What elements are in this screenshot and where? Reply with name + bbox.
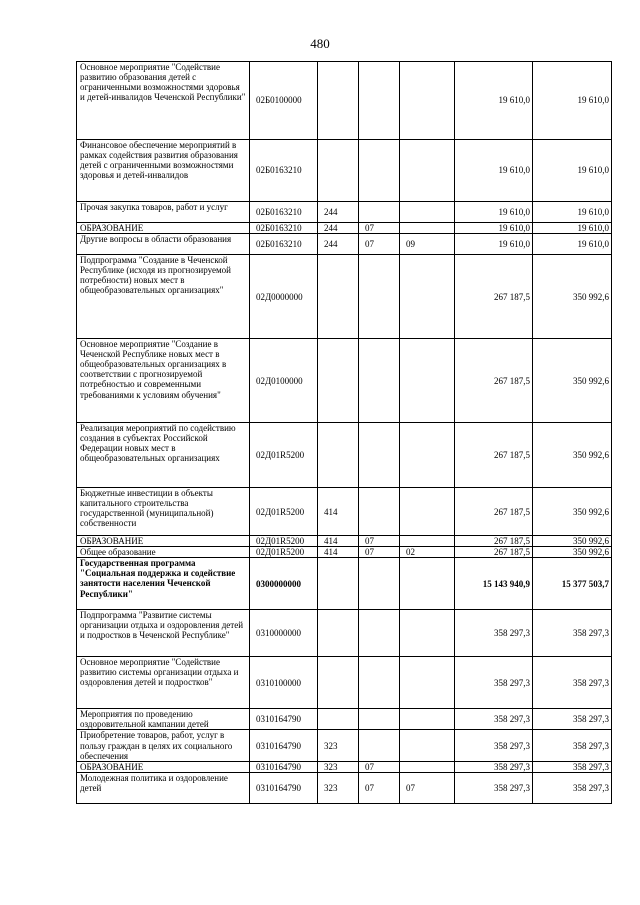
expense-type-cell xyxy=(318,140,359,202)
table-row xyxy=(77,709,612,730)
name-cell: Основное мероприятие "Создание в Чеченской Республике новых мест в общеобразовательных организациях в соответствии с прогнозируемой потребностью и современными требованиями к условиям обучения" xyxy=(77,339,250,423)
target-code-cell: 02Б0163210 xyxy=(250,140,318,202)
amount-year2-cell: 350 992,6 xyxy=(533,488,612,536)
amount-year2-cell: 19 610,0 xyxy=(533,234,612,255)
table-row xyxy=(77,536,612,547)
amount-year1-cell: 19 610,0 xyxy=(455,202,533,223)
table-row xyxy=(77,202,612,223)
target-code-cell: 02Д01R5200 xyxy=(250,423,318,488)
amount-year2-cell: 19 610,0 xyxy=(533,223,612,234)
section-cell xyxy=(359,62,400,140)
amount-year2-cell: 19 610,0 xyxy=(533,140,612,202)
amount-year2-cell: 350 992,6 xyxy=(533,255,612,339)
table-row xyxy=(77,547,612,558)
amount-year1-cell: 358 297,3 xyxy=(455,730,533,761)
target-code-cell: 02Д0100000 xyxy=(250,339,318,423)
subsection-cell xyxy=(400,140,455,202)
section-cell: 07 xyxy=(359,536,400,547)
target-code-cell: 02Д01R5200 xyxy=(250,547,318,558)
budget-table xyxy=(76,61,612,804)
amount-year2-cell: 350 992,6 xyxy=(533,536,612,547)
expense-type-cell xyxy=(318,255,359,339)
target-code-cell: 0310000000 xyxy=(250,610,318,657)
amount-year1-cell: 19 610,0 xyxy=(455,140,533,202)
amount-year1-cell: 358 297,3 xyxy=(455,761,533,772)
amount-year2-cell: 358 297,3 xyxy=(533,657,612,709)
expense-type-cell xyxy=(318,423,359,488)
subsection-cell xyxy=(400,657,455,709)
section-cell xyxy=(359,339,400,423)
subsection-cell xyxy=(400,730,455,761)
amount-year1-cell: 358 297,3 xyxy=(455,772,533,803)
section-cell xyxy=(359,140,400,202)
name-cell: Подпрограмма "Создание в Чеченской Республике (исходя из прогнозируемой потребности) новых мест в общеобразовательных организациях" xyxy=(77,255,250,339)
subsection-cell xyxy=(400,558,455,610)
subsection-cell xyxy=(400,223,455,234)
section-cell xyxy=(359,730,400,761)
amount-year2-cell: 350 992,6 xyxy=(533,423,612,488)
name-cell: Молодежная политика и оздоровление детей xyxy=(77,772,250,803)
subsection-cell xyxy=(400,488,455,536)
amount-year1-cell: 15 143 940,9 xyxy=(455,558,533,610)
subsection-cell xyxy=(400,339,455,423)
amount-year1-cell: 267 187,5 xyxy=(455,547,533,558)
name-cell: Основное мероприятие "Содействие развитию образования детей с ограниченными возможностями здоровья и детей-инвалидов Чеченской Республики" xyxy=(77,62,250,140)
table-row xyxy=(77,423,612,488)
subsection-cell xyxy=(400,610,455,657)
target-code-cell: 02Б0163210 xyxy=(250,202,318,223)
name-cell: Реализация мероприятий по содействию создания в субъектах Российской Федерации новых мест в общеобразовательных организациях xyxy=(77,423,250,488)
section-cell xyxy=(359,558,400,610)
name-cell: Финансовое обеспечение мероприятий в рамках содействия развития образования детей с ограниченными возможностями здоровья и детей-инвалидов xyxy=(77,140,250,202)
table-row xyxy=(77,730,612,761)
target-code-cell: 0310164790 xyxy=(250,730,318,761)
subsection-cell xyxy=(400,423,455,488)
section-cell xyxy=(359,610,400,657)
expense-type-cell xyxy=(318,709,359,730)
target-code-cell: 0310164790 xyxy=(250,709,318,730)
section-cell: 07 xyxy=(359,223,400,234)
name-cell: Подпрограмма "Развитие системы организации отдыха и оздоровления детей и подростков в Чеченской Республике" xyxy=(77,610,250,657)
name-cell: Основное мероприятие "Содействие развитию системы организации отдыха и оздоровления детей и подростков" xyxy=(77,657,250,709)
amount-year1-cell: 19 610,0 xyxy=(455,234,533,255)
amount-year2-cell: 358 297,3 xyxy=(533,761,612,772)
amount-year2-cell: 19 610,0 xyxy=(533,202,612,223)
subsection-cell xyxy=(400,255,455,339)
name-cell: Мероприятия по проведению оздоровительной кампании детей xyxy=(77,709,250,730)
subsection-cell: 07 xyxy=(400,772,455,803)
target-code-cell: 02Д01R5200 xyxy=(250,488,318,536)
target-code-cell: 02Д0000000 xyxy=(250,255,318,339)
table-row xyxy=(77,140,612,202)
target-code-cell: 0310164790 xyxy=(250,772,318,803)
name-cell: ОБРАЗОВАНИЕ xyxy=(77,223,250,234)
table-row xyxy=(77,488,612,536)
expense-type-cell: 244 xyxy=(318,202,359,223)
amount-year1-cell: 267 187,5 xyxy=(455,488,533,536)
table-row xyxy=(77,62,612,140)
table-row xyxy=(77,223,612,234)
amount-year2-cell: 19 610,0 xyxy=(533,62,612,140)
target-code-cell: 02Б0163210 xyxy=(250,223,318,234)
subsection-cell: 09 xyxy=(400,234,455,255)
amount-year2-cell: 358 297,3 xyxy=(533,610,612,657)
name-cell: Другие вопросы в области образования xyxy=(77,234,250,255)
expense-type-cell: 323 xyxy=(318,730,359,761)
table-row xyxy=(77,234,612,255)
section-cell: 07 xyxy=(359,761,400,772)
expense-type-cell: 244 xyxy=(318,234,359,255)
target-code-cell: 0310164790 xyxy=(250,761,318,772)
expense-type-cell xyxy=(318,610,359,657)
name-cell: Приобретение товаров, работ, услуг в пользу граждан в целях их социального обеспечения xyxy=(77,730,250,761)
name-cell: Общее образование xyxy=(77,547,250,558)
name-cell: Бюджетные инвестиции в объекты капитального строительства государственной (муниципальной) собственности xyxy=(77,488,250,536)
section-cell: 07 xyxy=(359,772,400,803)
table-row xyxy=(77,761,612,772)
subsection-cell xyxy=(400,536,455,547)
amount-year1-cell: 358 297,3 xyxy=(455,610,533,657)
page-number: 480 xyxy=(310,36,330,51)
expense-type-cell: 323 xyxy=(318,761,359,772)
section-cell: 07 xyxy=(359,234,400,255)
table-row xyxy=(77,558,612,610)
expense-type-cell: 414 xyxy=(318,536,359,547)
amount-year1-cell: 267 187,5 xyxy=(455,536,533,547)
section-cell xyxy=(359,657,400,709)
table-row xyxy=(77,772,612,803)
section-cell xyxy=(359,709,400,730)
subsection-cell xyxy=(400,709,455,730)
amount-year2-cell: 15 377 503,7 xyxy=(533,558,612,610)
section-cell xyxy=(359,423,400,488)
section-cell xyxy=(359,255,400,339)
expense-type-cell: 323 xyxy=(318,772,359,803)
section-cell: 07 xyxy=(359,547,400,558)
expense-type-cell xyxy=(318,62,359,140)
subsection-cell xyxy=(400,202,455,223)
amount-year2-cell: 350 992,6 xyxy=(533,339,612,423)
amount-year1-cell: 267 187,5 xyxy=(455,339,533,423)
expense-type-cell: 414 xyxy=(318,488,359,536)
section-cell xyxy=(359,488,400,536)
target-code-cell: 0310100000 xyxy=(250,657,318,709)
subsection-cell: 02 xyxy=(400,547,455,558)
name-cell: Государственная программа "Социальная поддержка и содействие занятости населения Чеченской Республики" xyxy=(77,558,250,610)
target-code-cell: 02Б0100000 xyxy=(250,62,318,140)
amount-year2-cell: 358 297,3 xyxy=(533,772,612,803)
table-row xyxy=(77,610,612,657)
amount-year1-cell: 19 610,0 xyxy=(455,223,533,234)
target-code-cell: 02Б0163210 xyxy=(250,234,318,255)
name-cell: ОБРАЗОВАНИЕ xyxy=(77,761,250,772)
subsection-cell xyxy=(400,761,455,772)
section-cell xyxy=(359,202,400,223)
expense-type-cell: 414 xyxy=(318,547,359,558)
expense-type-cell xyxy=(318,558,359,610)
amount-year2-cell: 358 297,3 xyxy=(533,730,612,761)
target-code-cell: 0300000000 xyxy=(250,558,318,610)
amount-year2-cell: 358 297,3 xyxy=(533,709,612,730)
name-cell: ОБРАЗОВАНИЕ xyxy=(77,536,250,547)
name-cell: Прочая закупка товаров, работ и услуг xyxy=(77,202,250,223)
amount-year1-cell: 358 297,3 xyxy=(455,657,533,709)
subsection-cell xyxy=(400,62,455,140)
amount-year1-cell: 267 187,5 xyxy=(455,255,533,339)
target-code-cell: 02Д01R5200 xyxy=(250,536,318,547)
expense-type-cell xyxy=(318,657,359,709)
amount-year2-cell: 350 992,6 xyxy=(533,547,612,558)
amount-year1-cell: 267 187,5 xyxy=(455,423,533,488)
amount-year1-cell: 19 610,0 xyxy=(455,62,533,140)
table-row xyxy=(77,657,612,709)
expense-type-cell: 244 xyxy=(318,223,359,234)
table-row xyxy=(77,255,612,339)
amount-year1-cell: 358 297,3 xyxy=(455,709,533,730)
expense-type-cell xyxy=(318,339,359,423)
table-row xyxy=(77,339,612,423)
